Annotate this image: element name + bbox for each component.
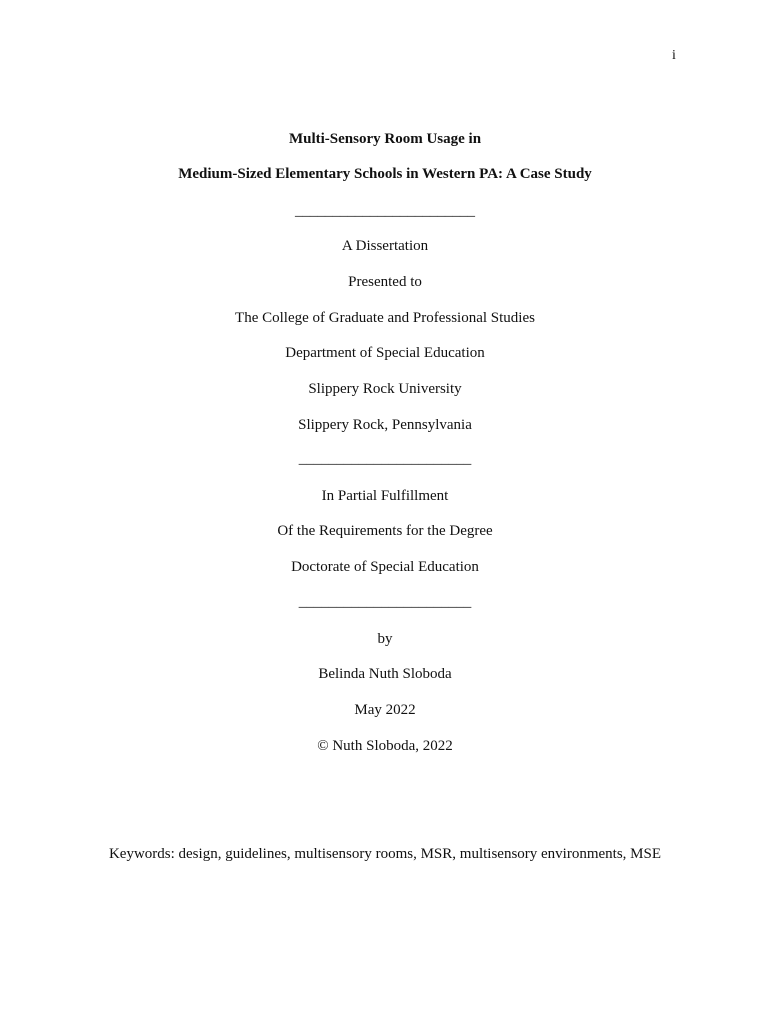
presentation-line-1: A Dissertation (341, 238, 429, 254)
presentation-line-3: The College of Graduate and Professional Studies (235, 310, 535, 326)
separator-3: _______________________ (298, 594, 472, 610)
page-number: i (672, 48, 676, 63)
author-by: by (377, 631, 393, 647)
presentation-line-2: Presented to (348, 274, 422, 290)
fulfillment-line-2: Of the Requirements for the Degree (277, 523, 493, 539)
author-date: May 2022 (354, 702, 416, 718)
copyright-notice: © Nuth Sloboda, 2022 (317, 738, 453, 754)
title-line-1: Multi-Sensory Room Usage in (288, 131, 482, 147)
author-name: Belinda Nuth Sloboda (318, 666, 452, 682)
presentation-line-6: Slippery Rock, Pennsylvania (298, 417, 472, 433)
presentation-line-5: Slippery Rock University (308, 381, 462, 397)
separator-2: _______________________ (298, 451, 472, 467)
presentation-line-4: Department of Special Education (285, 345, 485, 361)
fulfillment-line-1: In Partial Fulfillment (321, 488, 449, 504)
fulfillment-line-3: Doctorate of Special Education (291, 559, 479, 575)
keywords-line: Keywords: design, guidelines, multisensory rooms, MSR, multisensory environments, MSE (108, 846, 662, 862)
title-line-2: Medium-Sized Elementary Schools in Western PA: A Case Study (178, 166, 592, 182)
separator-1: ________________________ (295, 203, 475, 219)
